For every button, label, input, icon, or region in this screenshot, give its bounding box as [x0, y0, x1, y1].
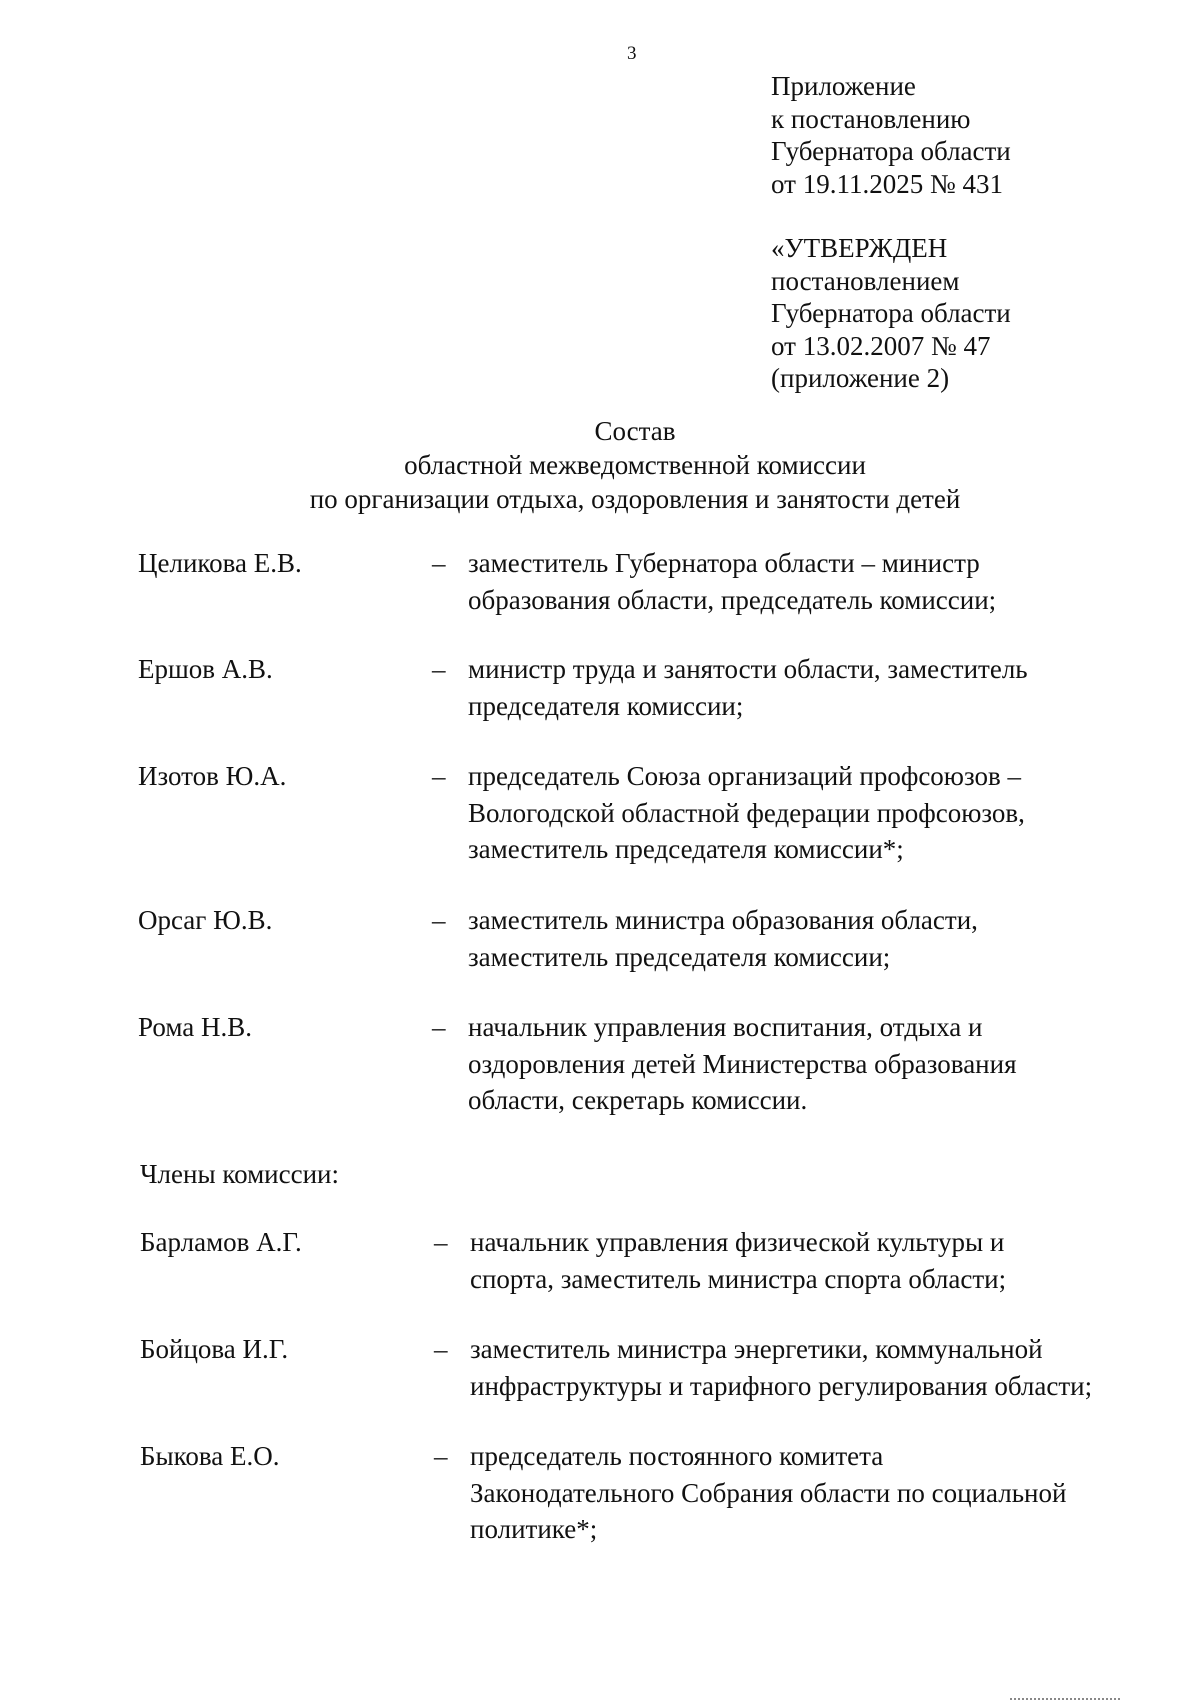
description-line: оздоровления детей Министерства образования	[468, 1048, 1017, 1079]
description-line: Вологодской областной федерации профсоюзов,	[468, 797, 1025, 828]
member-description	[468, 545, 1148, 618]
document-title	[0, 414, 1200, 516]
description-line: председатель Союза организаций профсоюзов –	[468, 761, 1021, 791]
description-line: области, секретарь комиссии.	[468, 1085, 808, 1115]
member-description	[470, 1224, 1150, 1297]
member-dash: –	[432, 1012, 446, 1042]
description-line: министр труда и занятости области, заместитель	[468, 654, 1028, 684]
approval-stamp-text	[771, 232, 1011, 395]
description-line: образования области, председатель комиссии;	[468, 584, 997, 615]
member-name: Рома Н.В.	[138, 1012, 252, 1042]
appendix-line: Приложение	[771, 71, 916, 101]
description-line: заместитель министра энергетики, коммунальной	[470, 1334, 1043, 1364]
member-name: Барламов А.Г.	[140, 1227, 302, 1257]
appendix-line: к постановлению	[771, 103, 971, 134]
approved-line: «УТВЕРЖДЕН	[771, 233, 948, 263]
description-line: председатель постоянного комитета	[470, 1441, 884, 1471]
member-description	[468, 1009, 1148, 1119]
member-dash: –	[434, 1441, 448, 1471]
approved-line: Губернатора области	[771, 298, 1011, 328]
approved-line: постановлением	[771, 265, 960, 296]
member-description	[468, 651, 1148, 724]
description-line: политике*;	[470, 1514, 598, 1544]
description-line: Законодательного Собрания области по социальной	[470, 1477, 1067, 1508]
page-number: 3	[627, 43, 637, 64]
member-name: Быкова Е.О.	[140, 1441, 280, 1471]
description-line: заместитель председателя комиссии*;	[468, 834, 904, 864]
approved-line: (приложение 2)	[771, 363, 950, 393]
member-dash: –	[432, 654, 446, 684]
description-line: заместитель министра образования области,	[468, 905, 978, 935]
member-dash: –	[434, 1227, 448, 1257]
title-line: областной межведомственной комиссии	[404, 450, 866, 480]
member-name: Орсаг Ю.В.	[138, 905, 273, 935]
member-name: Целикова Е.В.	[138, 548, 302, 578]
description-line: заместитель председателя комиссии;	[468, 941, 891, 972]
member-name: Бойцова И.Г.	[140, 1334, 289, 1364]
member-description	[468, 902, 1148, 975]
appendix-line: Губернатора области	[771, 136, 1011, 166]
description-line: председателя комиссии;	[468, 690, 744, 721]
description-line: начальник управления физической культуры и	[470, 1227, 1005, 1257]
description-line: заместитель Губернатора области – министр	[468, 548, 980, 578]
member-dash: –	[432, 761, 446, 791]
member-description	[470, 1331, 1150, 1404]
title-line: по организации отдыха, оздоровления и занятости детей	[309, 484, 961, 514]
appendix-line: от 19.11.2025 № 431	[771, 168, 1003, 199]
member-dash: –	[432, 548, 446, 578]
members-heading: Члены комиссии:	[140, 1159, 339, 1189]
description-line: инфраструктуры и тарифного регулирования области;	[470, 1370, 1093, 1401]
member-description	[468, 758, 1148, 868]
appendix-header	[771, 70, 1011, 200]
description-line: начальник управления воспитания, отдыха и	[468, 1012, 983, 1042]
scan-edge-mark	[1010, 1698, 1120, 1703]
member-description	[470, 1438, 1150, 1548]
description-line: спорта, заместитель министра спорта области;	[470, 1263, 1007, 1294]
member-dash: –	[434, 1334, 448, 1364]
member-name: Ершов А.В.	[138, 654, 273, 684]
member-dash: –	[432, 905, 446, 935]
approved-line: от 13.02.2007 № 47	[771, 330, 991, 361]
title-line: Состав	[594, 416, 676, 446]
member-name: Изотов Ю.А.	[138, 761, 287, 791]
